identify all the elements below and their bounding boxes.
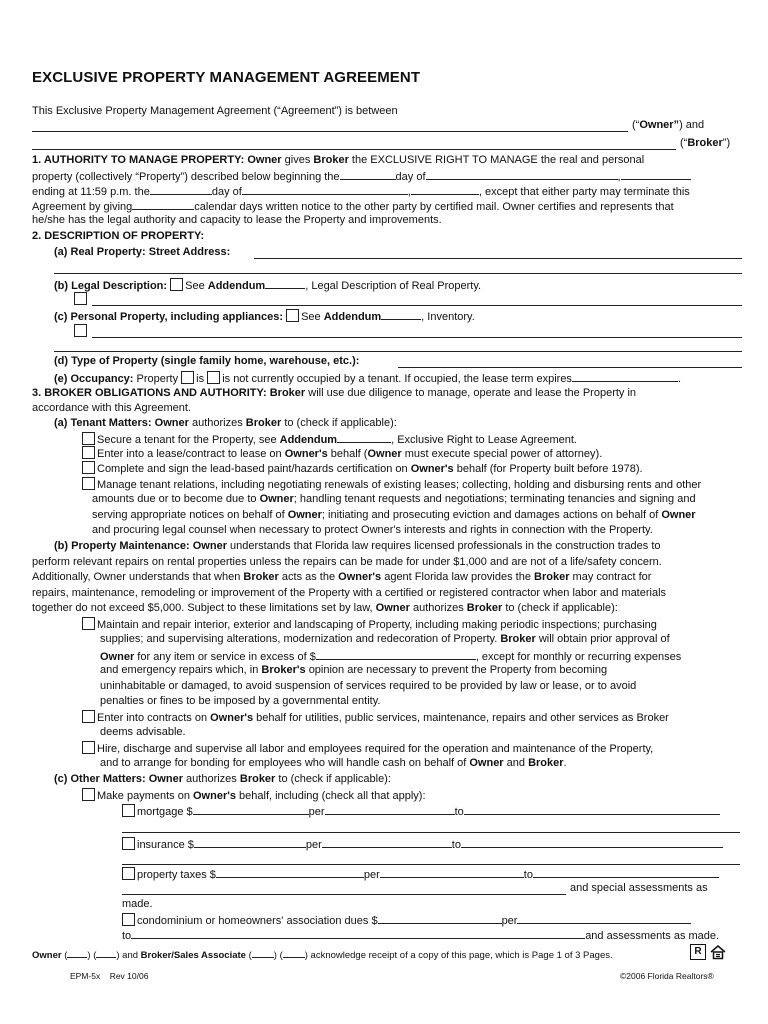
inventory-addendum-blank[interactable] — [381, 308, 421, 320]
broker-name-line[interactable] — [32, 149, 676, 150]
maintenance-line-5: together do not exceed $5,000. Subject to these limitations set by law, Owner authorizes Broker to (check if applicable): — [32, 602, 618, 614]
section-1-line-2: property (collectively “Property”) described below beginning the day of , — [32, 168, 691, 186]
manage-tenants-checkbox[interactable] — [82, 477, 95, 490]
section-1-line-4: Agreement by giving calendar days written notice to the other party by certified mail. Owner certifies and represents that — [32, 198, 674, 216]
broker-tag: (“Broker”) — [680, 137, 731, 149]
contracts-item-1: Enter into contracts on Owner's behalf for utilities, public services, maintenance, repairs and other services as Broker — [82, 710, 669, 727]
personal-property-checkbox[interactable] — [286, 309, 299, 322]
taxes-to-blank[interactable] — [533, 866, 719, 878]
section-2-heading: 2. DESCRIPTION OF PROPERTY: — [32, 230, 205, 242]
owner-initials-1[interactable] — [67, 946, 87, 958]
tenant-item-manage-1: Manage tenant relations, including negotiating renewals of existing leases; collecting, holding and disbursing rents and other — [82, 477, 701, 494]
secure-tenant-checkbox[interactable] — [82, 432, 95, 445]
contracts-checkbox[interactable] — [82, 710, 95, 723]
tenant-matters-line: (a) Tenant Matters: Owner authorizes Broker to (check if applicable): — [54, 417, 397, 429]
condo-amount-blank[interactable] — [378, 912, 502, 924]
property-taxes-checkbox[interactable] — [122, 867, 135, 880]
approval-amount-blank[interactable] — [316, 648, 476, 660]
street-address-field-2[interactable] — [54, 273, 742, 274]
street-address-field[interactable] — [254, 258, 742, 259]
tenant-item-secure: Secure a tenant for the Property, see Addendum , Exclusive Right to Lease Agreement. — [82, 431, 577, 449]
condo-to-blank[interactable] — [131, 927, 585, 939]
lease-addendum-blank[interactable] — [337, 431, 391, 443]
occupancy-is-checkbox[interactable] — [181, 371, 194, 384]
hire-item-1: Hire, discharge and supervise all labor and employees required for the operation and maintenance of the Property, — [82, 741, 653, 758]
occupancy-is-not-checkbox[interactable] — [207, 371, 220, 384]
taxes-per-blank[interactable] — [380, 866, 524, 878]
hire-labor-checkbox[interactable] — [82, 741, 95, 754]
maintenance-line-4: repairs, maintenance, remodeling or improvement of the Property with a certified or registered contractor when labor and materials — [32, 587, 667, 599]
mortgage-to-blank[interactable] — [464, 803, 720, 815]
mortgage-per-blank[interactable] — [325, 803, 455, 815]
personal-property-line: (c) Personal Property, including appliances: See Addendum , Inventory. — [54, 308, 475, 326]
begin-year-blank[interactable] — [621, 168, 691, 180]
broker-initials-1[interactable] — [252, 946, 274, 958]
end-day-blank[interactable] — [150, 183, 212, 195]
owner-tag: (“Owner”) and — [632, 119, 705, 131]
legal-addendum-blank[interactable] — [265, 277, 305, 289]
realtor-logo-icon: R — [690, 944, 706, 960]
mortgage-amount-blank[interactable] — [193, 803, 309, 815]
street-address-label: (a) Real Property: Street Address: — [54, 246, 231, 258]
end-year-blank[interactable] — [411, 183, 479, 195]
insurance-checkbox[interactable] — [122, 837, 135, 850]
maintain-item-6: penalties or fines to be imposed by a governmental entity. — [100, 695, 381, 707]
tenant-item-leadpaint: Complete and sign the lead-based paint/hazards certification on Owner's behalf (for Property built before 1978). — [82, 461, 643, 478]
maintain-item-1: Maintain and repair interior, exterior and landscaping of Property, including making periodic inspections; purchasing — [82, 617, 657, 634]
section-1-line-3: ending at 11:59 p.m. the day of , , except that either party may terminate this — [32, 183, 690, 201]
condo-to-line: to and assessments as made. — [122, 927, 719, 945]
condo-dues-checkbox[interactable] — [122, 913, 135, 926]
copyright: ©2006 Florida Realtors® — [620, 971, 714, 981]
intro-text: This Exclusive Property Management Agreement (“Agreement”) is between — [32, 105, 398, 117]
contracts-item-2: deems advisable. — [100, 726, 186, 738]
make-payments-checkbox[interactable] — [82, 788, 95, 801]
special-assessments-text: and special assessments as — [570, 882, 708, 894]
occupancy-line: (e) Occupancy: Property is is not currently occupied by a tenant. If occupied, the lease term expires . — [54, 370, 681, 388]
taxes-field-2[interactable] — [122, 894, 566, 895]
legal-description-line: (b) Legal Description: See Addendum , Legal Description of Real Property. — [54, 277, 481, 295]
personal-property-alt — [74, 324, 89, 341]
type-of-property-label: (d) Type of Property (single family home, warehouse, etc.): — [54, 355, 360, 367]
begin-month-blank[interactable] — [426, 168, 618, 180]
document-title: EXCLUSIVE PROPERTY MANAGEMENT AGREEMENT — [32, 69, 421, 86]
begin-day-blank[interactable] — [340, 168, 396, 180]
section-1-line-5: he/she has the legal authority and capacity to lease the Property and improvements. — [32, 214, 442, 226]
mortgage-line: mortgage $ per to — [122, 803, 720, 821]
type-of-property-field[interactable] — [398, 367, 742, 368]
enter-lease-checkbox[interactable] — [82, 446, 95, 459]
tenant-item-lease: Enter into a lease/contract to lease on Owner's behalf (Owner must execute special power of attorney). — [82, 446, 602, 463]
owner-name-line[interactable] — [32, 131, 628, 132]
legal-description-field[interactable] — [92, 305, 742, 306]
insurance-field-2[interactable] — [122, 864, 740, 865]
maintenance-line-1: (b) Property Maintenance: Owner understands that Florida law requires licensed professionals in the construction trades to — [54, 540, 661, 552]
property-taxes-line: property taxes $ per to — [122, 866, 719, 884]
personal-property-field-2[interactable] — [54, 351, 742, 352]
maintain-item-3: Owner for any item or service in excess of $ , except for monthly or recurring expenses — [100, 648, 681, 666]
maintenance-line-3: Additionally, Owner understands that when Broker acts as the Owner's agent Florida law provides the Broker may contract for — [32, 571, 652, 583]
section-3-line-1: 3. BROKER OBLIGATIONS AND AUTHORITY: Broker will use due diligence to manage, operate and lease the Property in — [32, 387, 637, 399]
tenant-item-manage-4: and procuring legal counsel when necessary to protect Owner's interests and rights in connection with the Property. — [92, 524, 653, 536]
other-matters-line: (c) Other Matters: Owner authorizes Broker to (check if applicable): — [54, 773, 391, 785]
legal-description-alt-checkbox[interactable] — [74, 292, 87, 305]
insurance-line: insurance $ per to — [122, 836, 723, 854]
taxes-amount-blank[interactable] — [216, 866, 364, 878]
maintain-item-2: supplies; and supervising alterations, modernization and redecoration of Property. Broker will obtain prior approval of — [100, 633, 670, 645]
maintenance-line-2: perform relevant repairs on rental properties unless the repairs can be made for under $1,000 and are not of a life/safety concern. — [32, 556, 662, 568]
mortgage-checkbox[interactable] — [122, 804, 135, 817]
personal-property-field[interactable] — [92, 337, 742, 338]
section-1-line-1: 1. AUTHORITY TO MANAGE PROPERTY: Owner gives Broker the EXCLUSIVE RIGHT TO MANAGE the real and personal — [32, 154, 645, 166]
made-text: made. — [122, 898, 153, 910]
section-3-line-2: accordance with this Agreement. — [32, 402, 191, 414]
tenant-item-manage-2: amounts due or to become due to Owner; handling tenant requests and negotiations; terminating tenancies and signing and — [92, 493, 696, 505]
maintain-item-4: and emergency repairs which, in Broker's opinion are necessary to prevent the Property from becoming — [100, 664, 608, 676]
legal-description-checkbox[interactable] — [170, 278, 183, 291]
mortgage-field-2[interactable] — [122, 832, 740, 833]
payments-line: Make payments on Owner's behalf, including (check all that apply): — [82, 788, 426, 805]
tenant-item-manage-3: serving appropriate notices on behalf of Owner; initiating and prosecuting eviction and damages actions on behalf of Owner — [92, 509, 696, 521]
insurance-to-blank[interactable] — [461, 836, 723, 848]
lease-expires-blank[interactable] — [572, 370, 678, 382]
condo-dues-line: condominium or homeowners' association dues $ per — [122, 912, 691, 930]
notice-days-blank[interactable] — [132, 198, 194, 210]
form-id: EPM-5x Rev 10/06 — [70, 971, 149, 981]
insurance-amount-blank[interactable] — [194, 836, 306, 848]
legal-description-alt — [74, 292, 89, 309]
maintain-repair-checkbox[interactable] — [82, 617, 95, 630]
end-month-blank[interactable] — [242, 183, 408, 195]
footer-acknowledgement: Owner ( ) ( ) and Broker/Sales Associate ( ) ( ) acknowledge receipt of a copy of this page, which is Page 1 of 3 Pages. — [32, 946, 613, 964]
personal-property-alt-checkbox[interactable] — [74, 324, 87, 337]
condo-per-blank[interactable] — [517, 912, 691, 924]
insurance-per-blank[interactable] — [322, 836, 452, 848]
equal-housing-icon — [710, 944, 726, 960]
lead-paint-checkbox[interactable] — [82, 461, 95, 474]
hire-item-2: and to arrange for bonding for employees who will handle cash on behalf of Owner and Broker. — [100, 757, 567, 769]
owner-initials-2[interactable] — [96, 946, 116, 958]
broker-initials-2[interactable] — [283, 946, 305, 958]
maintain-item-5: uninhabitable or damaged, to avoid suspension of services required to be provided by law or lease, or to avoid — [100, 680, 637, 692]
